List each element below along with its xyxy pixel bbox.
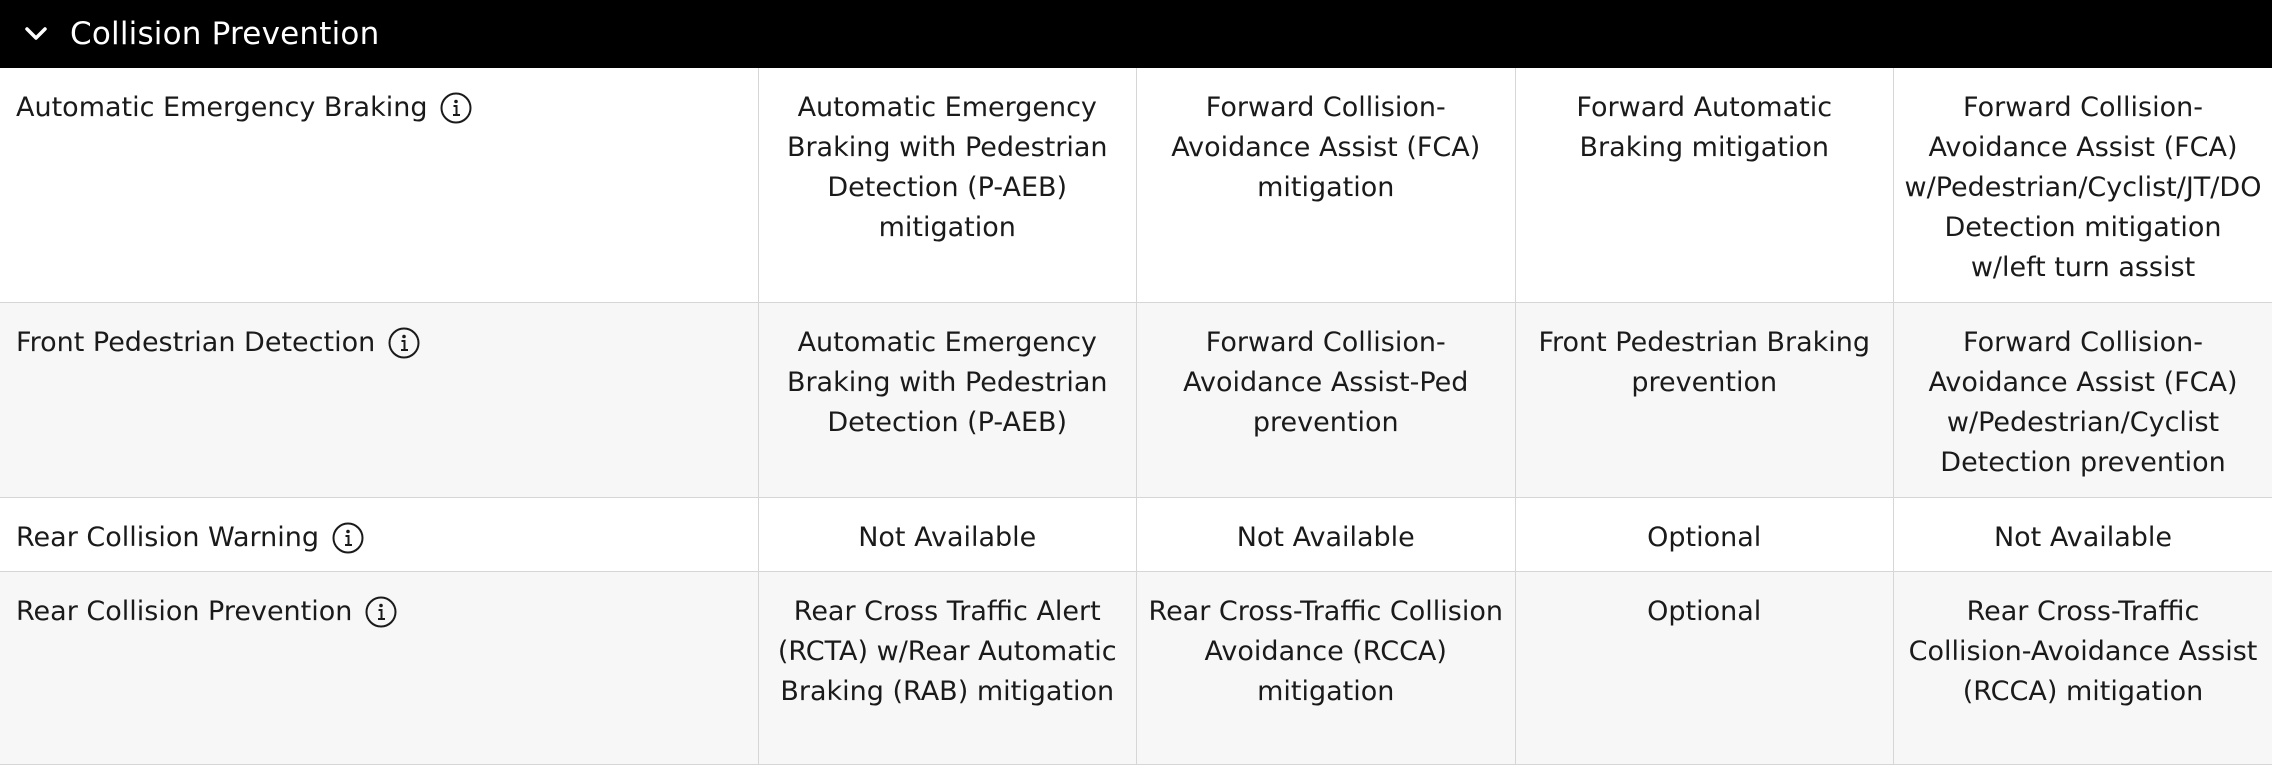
info-icon[interactable] (364, 595, 398, 629)
chevron-down-icon[interactable] (22, 20, 50, 48)
info-icon[interactable] (387, 326, 421, 360)
table-cell: Front Pedestrian Braking prevention (1515, 302, 1894, 497)
row-label: Front Pedestrian Detection (16, 323, 375, 363)
table-row (0, 68, 2272, 302)
table-row (0, 302, 2272, 497)
row-label-cell (0, 571, 758, 764)
table-cell: Rear Cross Traffic Alert (RCTA) w/Rear Automatic Braking (RAB) mitigation (758, 571, 1137, 764)
table-cell: Optional (1515, 497, 1894, 571)
table-cell: Automatic Emergency Braking with Pedestrian Detection (P-AEB) (758, 302, 1137, 497)
table-cell: Forward Collision-Avoidance Assist-Ped prevention (1137, 302, 1516, 497)
row-label-cell (0, 302, 758, 497)
table-cell: Rear Cross-Traffic Collision-Avoidance Assist (RCCA) mitigation (1894, 571, 2272, 764)
table-cell: Not Available (758, 497, 1137, 571)
comparison-table (0, 68, 2272, 765)
row-label: Rear Collision Warning (16, 518, 319, 558)
row-label-cell (0, 497, 758, 571)
table-cell: Optional (1515, 571, 1894, 764)
section-title: Collision Prevention (70, 16, 379, 52)
table-cell: Not Available (1894, 497, 2272, 571)
table-cell: Forward Automatic Braking mitigation (1515, 68, 1894, 302)
row-label-cell (0, 68, 758, 302)
table-cell: Not Available (1137, 497, 1516, 571)
table-row (0, 571, 2272, 764)
table-cell: Forward Collision-Avoidance Assist (FCA) mitigation (1137, 68, 1516, 302)
table-cell: Automatic Emergency Braking with Pedestrian Detection (P-AEB) mitigation (758, 68, 1137, 302)
info-icon[interactable] (331, 521, 365, 555)
info-icon[interactable] (439, 91, 473, 125)
table-cell: Rear Cross-Traffic Collision Avoidance (RCCA) mitigation (1137, 571, 1516, 764)
section-header-collision-prevention[interactable] (0, 0, 2272, 68)
table-cell: Forward Collision-Avoidance Assist (FCA) w/Pedestrian/Cyclist/JT/DO Detection mitigation w/left turn assist (1894, 68, 2272, 302)
table-row (0, 497, 2272, 571)
row-label: Rear Collision Prevention (16, 592, 352, 632)
table-cell: Forward Collision-Avoidance Assist (FCA) w/Pedestrian/Cyclist Detection prevention (1894, 302, 2272, 497)
row-label: Automatic Emergency Braking (16, 88, 427, 128)
